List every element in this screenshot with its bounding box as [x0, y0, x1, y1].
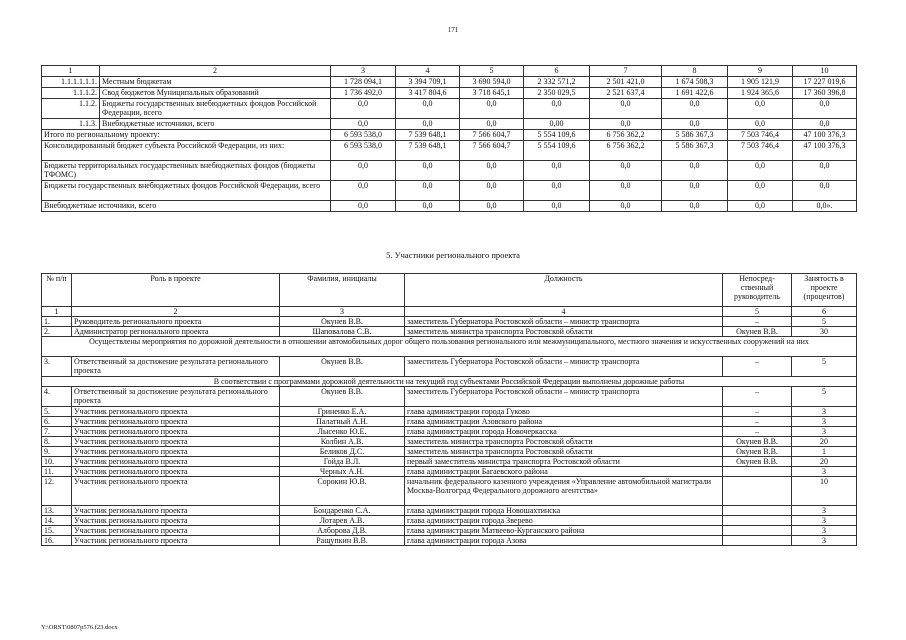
- budget-header-row: [42, 66, 857, 77]
- section-title: 5. Участники регионального проекта: [386, 250, 520, 260]
- budget-value-cell: 1 674 508,3: [662, 77, 728, 88]
- participants-numbering-row: [42, 307, 857, 317]
- table-row: [42, 477, 857, 506]
- participant-number: 6.: [42, 417, 72, 427]
- participant-number: 4.: [42, 387, 72, 407]
- budget-value-cell: 0,0: [460, 99, 524, 119]
- table-row: [42, 407, 857, 417]
- budget-row-name: Консолидированный бюджет субъекта Российской Федерации, из них:: [42, 141, 331, 161]
- participant-role: Ответственный за достижение результата регионального проекта: [72, 387, 280, 407]
- participant-number: 7.: [42, 427, 72, 437]
- table-row: [42, 141, 857, 161]
- participant-number: 3.: [42, 357, 72, 377]
- budget-value-cell: 2 350 029,5: [524, 88, 590, 99]
- participant-direct-head: –: [723, 417, 792, 427]
- budget-column-number: 5: [460, 66, 524, 77]
- participant-number: 13.: [42, 506, 72, 516]
- participant-load: 5: [792, 357, 857, 377]
- participant-load: 1: [792, 447, 857, 457]
- budget-value-cell: 0,0: [728, 99, 793, 119]
- participant-role: Участник регионального проекта: [72, 536, 280, 546]
- participant-load: 20: [792, 437, 857, 447]
- budget-value-cell: 0,0: [662, 181, 728, 201]
- participant-number: 10.: [42, 457, 72, 467]
- participant-position: глава администрации города Азова: [405, 536, 723, 546]
- budget-column-number: 6: [524, 66, 590, 77]
- budget-column-number: 7: [590, 66, 662, 77]
- table-row: [42, 427, 857, 437]
- budget-value-cell: 0,0: [728, 201, 793, 212]
- participant-direct-head: Окунев В.В.: [723, 457, 792, 467]
- participant-load: 3: [792, 506, 857, 516]
- participant-position: глава администрации Багаевского района: [405, 467, 723, 477]
- participant-role: Участник регионального проекта: [72, 506, 280, 516]
- budget-value-cell: 7 539 648,1: [396, 141, 460, 161]
- participant-load: 3: [792, 427, 857, 437]
- participants-column-header: Непосред-ственный руководитель: [723, 274, 792, 307]
- budget-value-cell: 1 728 094,1: [331, 77, 396, 88]
- participant-role: Участник регионального проекта: [72, 467, 280, 477]
- budget-value-cell: 2 332 571,2: [524, 77, 590, 88]
- participant-load: 3: [792, 536, 857, 546]
- participant-role: Участник регионального проекта: [72, 447, 280, 457]
- budget-value-cell: 17 360 396,8: [793, 88, 857, 99]
- budget-value-cell: 0,0: [793, 181, 857, 201]
- participant-load: 5: [792, 387, 857, 407]
- participant-direct-head: –: [723, 427, 792, 437]
- table-row: [42, 181, 857, 201]
- budget-row-name: Бюджеты территориальных государственных внебюджетных фондов (бюджеты ТФОМС): [42, 161, 331, 181]
- budget-value-cell: 1 905 121,9: [728, 77, 793, 88]
- participant-name: Черных А.Н.: [280, 467, 405, 477]
- participants-column-header: Роль в проекте: [72, 274, 280, 307]
- budget-row-code: 1.1.1.1.1.1.: [42, 77, 100, 88]
- participant-number: 12.: [42, 477, 72, 506]
- budget-column-number: 1: [42, 66, 100, 77]
- participant-load: 3: [792, 516, 857, 526]
- participant-direct-head: [723, 477, 792, 506]
- budget-row-code: 1.1.2.: [42, 99, 100, 119]
- participant-position: первый заместитель министра транспорта Ростовской области: [405, 457, 723, 467]
- budget-row-name: Итого по региональному проекту:: [42, 130, 331, 141]
- table-row: [42, 526, 857, 536]
- budget-value-cell: 2 521 637,4: [590, 88, 662, 99]
- table-row: [42, 467, 857, 477]
- table-row: [42, 317, 857, 327]
- budget-value-cell: 5 554 109,6: [524, 141, 590, 161]
- participant-name: Окунев В.В.: [280, 387, 405, 407]
- participants-section-row: [42, 377, 857, 387]
- budget-value-cell: 0,0: [793, 161, 857, 181]
- budget-value-cell: 7 539 648,1: [396, 130, 460, 141]
- budget-value-cell: 0,0: [728, 161, 793, 181]
- participant-load: 30: [792, 327, 857, 337]
- participant-name: Гойда В.Л.: [280, 457, 405, 467]
- participant-position: заместитель министра транспорта Ростовской области: [405, 447, 723, 457]
- budget-value-cell: 5 586 367,3: [662, 130, 728, 141]
- participants-column-header: Должность: [405, 274, 723, 307]
- budget-value-cell: 6 593 538,0: [331, 130, 396, 141]
- participant-direct-head: –: [723, 407, 792, 417]
- participant-direct-head: –: [723, 357, 792, 377]
- budget-value-cell: 1 924 365,6: [728, 88, 793, 99]
- budget-value-cell: 0,0: [460, 161, 524, 181]
- budget-column-number: 2: [100, 66, 331, 77]
- participant-position: заместитель Губернатора Ростовской области – министр транспорта: [405, 317, 723, 327]
- page-number: 171: [447, 26, 459, 34]
- budget-value-cell: 0,00: [524, 119, 590, 130]
- participant-name: Лотарев А.В.: [280, 516, 405, 526]
- budget-value-cell: 0,0: [396, 161, 460, 181]
- participant-load: 20: [792, 457, 857, 467]
- table-row: [42, 327, 857, 337]
- participants-section-heading: Осуществлены мероприятия по дорожной деятельности в отношении автомобильных дорог общего пользования регионального или межмуниципального, местного значения и искусственных сооружений на них: [42, 337, 857, 357]
- budget-value-cell: 0,0: [728, 181, 793, 201]
- participant-number: 2.: [42, 327, 72, 337]
- budget-value-cell: 17 227 019,6: [793, 77, 857, 88]
- budget-value-cell: 2 501 421,0: [590, 77, 662, 88]
- table-row: [42, 161, 857, 181]
- footer-file-path: Y:\ORST\0807p576.f23.docx: [41, 624, 118, 631]
- participant-position: глава администрации города Гуково: [405, 407, 723, 417]
- table-row: [42, 457, 857, 467]
- participants-column-number: 4: [405, 307, 723, 317]
- budget-value-cell: 7 566 604,7: [460, 130, 524, 141]
- participant-role: Участник регионального проекта: [72, 407, 280, 417]
- budget-value-cell: 0,0: [396, 99, 460, 119]
- budget-value-cell: 47 100 376,3: [793, 130, 857, 141]
- participants-section-heading: В соответствии с программами дорожной деятельности на текущий год субъектами Российской Федерации выполнены дорожные работы: [42, 377, 857, 387]
- participant-direct-head: [723, 526, 792, 536]
- budget-value-cell: 0,0: [524, 99, 590, 119]
- table-row: [42, 506, 857, 516]
- participant-role: Участник регионального проекта: [72, 417, 280, 427]
- budget-value-cell: 0,0».: [793, 201, 857, 212]
- participant-position: начальник федерального казенного учреждения «Управление автомобильной магистрали Москва-Волгоград Федерального дорожного агентства»: [405, 477, 723, 506]
- participant-direct-head: Окунев В.В.: [723, 447, 792, 457]
- budget-row-name: Внебюджетные источники, всего: [42, 201, 331, 212]
- participant-role: Участник регионального проекта: [72, 516, 280, 526]
- budget-column-number: 9: [728, 66, 793, 77]
- table-row: [42, 387, 857, 407]
- participant-name: Лысенко Ю.Е.: [280, 427, 405, 437]
- participant-role: Участник регионального проекта: [72, 437, 280, 447]
- participant-direct-head: [723, 516, 792, 526]
- participant-name: Алборова Д.В.: [280, 526, 405, 536]
- budget-value-cell: 7 503 746,4: [728, 130, 793, 141]
- participant-number: 1.: [42, 317, 72, 327]
- table-row: [42, 437, 857, 447]
- budget-value-cell: 0,0: [662, 161, 728, 181]
- participants-column-header: № п/п: [42, 274, 72, 307]
- table-row: [42, 516, 857, 526]
- participant-number: 9.: [42, 447, 72, 457]
- participant-role: Руководитель регионального проекта: [72, 317, 280, 327]
- participant-name: Гриненко Е.А.: [280, 407, 405, 417]
- budget-value-cell: 0,0: [590, 99, 662, 119]
- participant-name: Окунев В.В.: [280, 357, 405, 377]
- budget-value-cell: 0,0: [524, 181, 590, 201]
- participant-name: Сорокин Ю.В.: [280, 477, 405, 506]
- table-row: [42, 201, 857, 212]
- participant-load: 3: [792, 526, 857, 536]
- participant-position: глава администрации Матвеево-Курганского района: [405, 526, 723, 536]
- participant-direct-head: Окунев В.В.: [723, 327, 792, 337]
- participants-header-row: [42, 274, 857, 307]
- participants-column-number: 5: [723, 307, 792, 317]
- participants-column-number: 2: [72, 307, 280, 317]
- participants-section-row: [42, 337, 857, 357]
- participant-name: Палатный А.Н.: [280, 417, 405, 427]
- participant-number: 11.: [42, 467, 72, 477]
- budget-value-cell: 6 593 538,0: [331, 141, 396, 161]
- participant-load: 3: [792, 417, 857, 427]
- budget-value-cell: 0,0: [460, 119, 524, 130]
- participant-number: 15.: [42, 526, 72, 536]
- table-row: [42, 536, 857, 546]
- budget-table: [41, 65, 857, 212]
- budget-row-name: Свод бюджетов Муниципальных образований: [100, 88, 331, 99]
- participant-number: 5.: [42, 407, 72, 417]
- participant-name: Беликов Д.С.: [280, 447, 405, 457]
- participant-position: глава администрации города Новочеркасска: [405, 427, 723, 437]
- budget-value-cell: 0,0: [590, 161, 662, 181]
- participant-position: глава администрации города Новошахтинска: [405, 506, 723, 516]
- participants-column-header: Фамилия, инициалы: [280, 274, 405, 307]
- budget-row-code: 1.1.1.2.: [42, 88, 100, 99]
- participant-position: заместитель министра транспорта Ростовской области: [405, 327, 723, 337]
- budget-value-cell: 0,0: [396, 181, 460, 201]
- table-row: [42, 417, 857, 427]
- budget-value-cell: 0,0: [460, 181, 524, 201]
- participant-number: 16.: [42, 536, 72, 546]
- budget-column-number: 4: [396, 66, 460, 77]
- participant-direct-head: Окунев В.В.: [723, 437, 792, 447]
- budget-value-cell: 0,0: [460, 201, 524, 212]
- participant-name: Шаповалова С.В.: [280, 327, 405, 337]
- budget-value-cell: 1 736 492,0: [331, 88, 396, 99]
- participant-role: Администратор регионального проекта: [72, 327, 280, 337]
- table-row: [42, 77, 857, 88]
- participant-role: Участник регионального проекта: [72, 427, 280, 437]
- participant-load: 10: [792, 477, 857, 506]
- budget-row-name: Местным бюджетам: [100, 77, 331, 88]
- budget-value-cell: 0,0: [590, 181, 662, 201]
- participant-load: 5: [792, 317, 857, 327]
- budget-value-cell: 3 690 594,0: [460, 77, 524, 88]
- participant-name: Колбин А.В.: [280, 437, 405, 447]
- participant-direct-head: –: [723, 317, 792, 327]
- budget-value-cell: 6 756 362,2: [590, 141, 662, 161]
- budget-value-cell: 7 503 746,4: [728, 141, 793, 161]
- participant-position: заместитель министра транспорта Ростовской области: [405, 437, 723, 447]
- participant-name: Бондаренко С.А.: [280, 506, 405, 516]
- participant-name: Окунев В.В.: [280, 317, 405, 327]
- participant-role: Участник регионального проекта: [72, 457, 280, 467]
- budget-row-name: Бюджеты государственных внебюджетных фондов Российской Федерации, всего: [100, 99, 331, 119]
- table-row: [42, 357, 857, 377]
- participants-column-header: Занятость в проекте (процентов): [792, 274, 857, 307]
- budget-value-cell: 0,0: [331, 99, 396, 119]
- participant-direct-head: –: [723, 387, 792, 407]
- budget-row-code: 1.1.3.: [42, 119, 100, 130]
- budget-column-number: 3: [331, 66, 396, 77]
- participants-table: [41, 273, 857, 546]
- budget-value-cell: 0,0: [662, 119, 728, 130]
- budget-value-cell: 0,0: [793, 119, 857, 130]
- participant-load: 3: [792, 407, 857, 417]
- participant-position: глава администрации Азовского района: [405, 417, 723, 427]
- participant-role: Ответственный за достижение результата регионального проекта: [72, 357, 280, 377]
- budget-value-cell: 0,0: [524, 161, 590, 181]
- budget-value-cell: 3 417 804,6: [396, 88, 460, 99]
- participant-direct-head: [723, 506, 792, 516]
- participant-direct-head: [723, 536, 792, 546]
- budget-value-cell: 3 394 709,1: [396, 77, 460, 88]
- budget-value-cell: 1 691 422,6: [662, 88, 728, 99]
- budget-value-cell: 0,0: [793, 99, 857, 119]
- participants-column-number: 3: [280, 307, 405, 317]
- table-row: [42, 119, 857, 130]
- budget-column-number: 10: [793, 66, 857, 77]
- participant-direct-head: [723, 467, 792, 477]
- budget-value-cell: 0,0: [590, 119, 662, 130]
- budget-value-cell: 6 756 362,2: [590, 130, 662, 141]
- participant-position: заместитель Губернатора Ростовской области – министр транспорта: [405, 357, 723, 377]
- participant-role: Участник регионального проекта: [72, 526, 280, 536]
- budget-value-cell: 0,0: [396, 201, 460, 212]
- budget-value-cell: 47 100 376,3: [793, 141, 857, 161]
- budget-column-number: 8: [662, 66, 728, 77]
- participant-position: глава администрации города Зверево: [405, 516, 723, 526]
- participants-column-number: 6: [792, 307, 857, 317]
- participant-name: Ращупкин В.В.: [280, 536, 405, 546]
- budget-value-cell: 3 718 645,1: [460, 88, 524, 99]
- budget-value-cell: 5 586 367,3: [662, 141, 728, 161]
- budget-value-cell: 0,0: [590, 201, 662, 212]
- budget-value-cell: 0,0: [662, 99, 728, 119]
- budget-value-cell: 0,0: [524, 201, 590, 212]
- participant-number: 14.: [42, 516, 72, 526]
- budget-row-name: Бюджеты государственных внебюджетных фондов Российской Федерации, всего: [42, 181, 331, 201]
- participant-position: заместитель Губернатора Ростовской области – министр транспорта: [405, 387, 723, 407]
- table-row: [42, 99, 857, 119]
- budget-value-cell: 0,0: [331, 181, 396, 201]
- table-row: [42, 447, 857, 457]
- budget-value-cell: 0,0: [396, 119, 460, 130]
- budget-value-cell: 0,0: [331, 161, 396, 181]
- participant-load: 3: [792, 467, 857, 477]
- budget-value-cell: 0,0: [728, 119, 793, 130]
- table-row: [42, 88, 857, 99]
- participant-number: 8.: [42, 437, 72, 447]
- budget-row-name: Внебюджетные источники, всего: [100, 119, 331, 130]
- participant-role: Участник регионального проекта: [72, 477, 280, 506]
- budget-value-cell: 5 554 109,6: [524, 130, 590, 141]
- table-row: [42, 130, 857, 141]
- budget-value-cell: 0,0: [331, 119, 396, 130]
- budget-value-cell: 7 566 604,7: [460, 141, 524, 161]
- participants-column-number: 1: [42, 307, 72, 317]
- budget-value-cell: 0,0: [662, 201, 728, 212]
- budget-value-cell: 0,0: [331, 201, 396, 212]
